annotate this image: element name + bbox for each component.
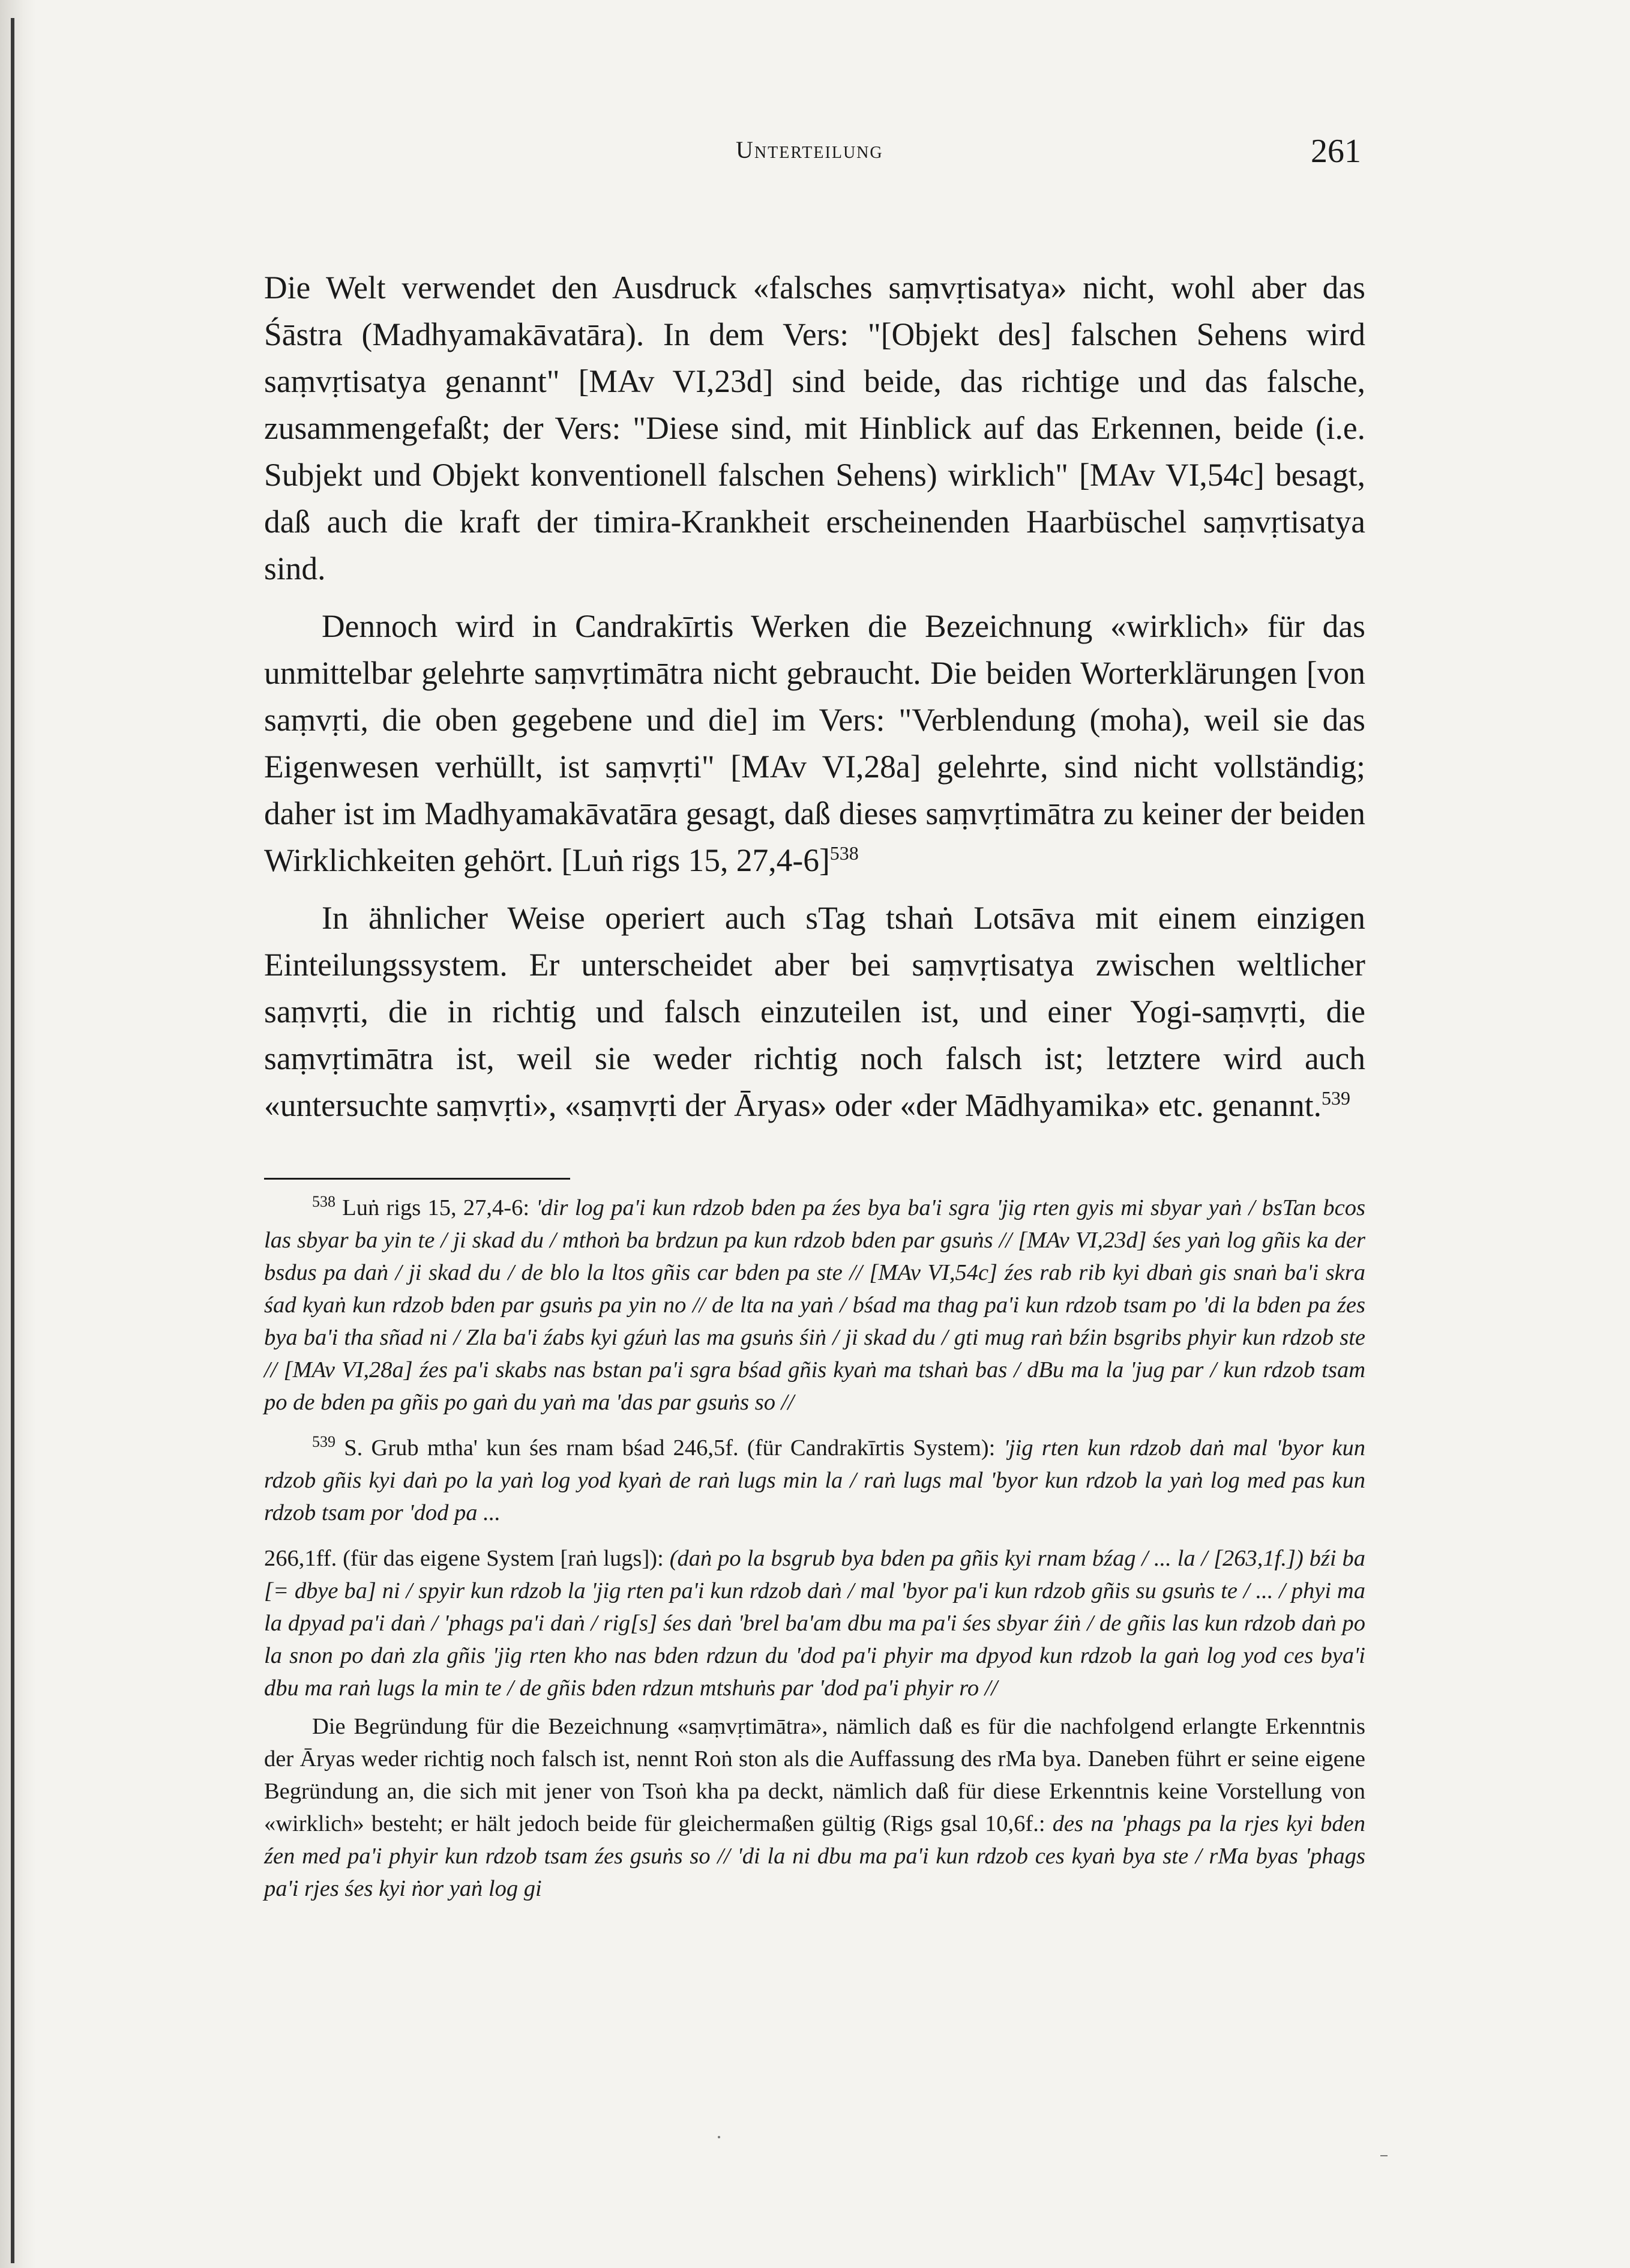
page-number: 261: [1311, 133, 1361, 170]
scan-speck: [718, 2136, 720, 2138]
footnotes: [264, 1192, 1365, 1905]
footnote-cont-label: 266,1ff. (für das eigene System [raṅ lugs]):: [264, 1546, 670, 1571]
paragraph-3-text: In ähnlicher Weise operiert auch sTag tshaṅ Lotsāva mit einem einzigen Einteilungssystem. Er unterscheidet aber bei saṃvṛtisatya zwischen weltlicher saṃvṛti, die in richtig und falsch einzuteilen ist, und einer Yogi-saṃvṛti, die saṃvṛtimātra ist, weil sie weder richtig noch falsch ist; letztere wird auch «untersuchte saṃvṛti», «saṃvṛti der Āryas» oder «der Mādhyamika» etc. genannt.: [264, 900, 1365, 1123]
footnote-comment-tibetan: des na 'phags pa la rjes kyi bden źen med pa'i phyir kun rdzob tsam źes gsuṅs so // 'di la ni dbu ma pa'i kun rdzob ces kyaṅ bya ste / rMa byas 'phags pa'i rjes śes kyi ṅor yaṅ log gi: [264, 1811, 1365, 1901]
main-text: [264, 264, 1365, 1139]
paragraph-1: Die Welt verwendet den Ausdruck «falsches saṃvṛtisatya» nicht, wohl aber das Śāstra (Madhyamakāvatāra). In dem Vers: "[Objekt des] falschen Sehens wird saṃvṛtisatya genannt" [MAv VI,23d] sind beide, das richtige und das falsche, zusammengefaßt; der Vers: "Diese sind, mit Hinblick auf das Erkennen, beide (i.e. Subjekt und Objekt konventionell falschen Sehens) wirklich" [MAv VI,54c] besagt, daß auch die kraft der timira-Krankheit erscheinenden Haarbüschel saṃvṛtisatya sind.: [264, 270, 1365, 587]
footnote-source: S. Grub mtha' kun śes rnam bśad 246,5f. (für Candrakīrtis System):: [344, 1435, 1004, 1461]
footnote-539: [264, 1432, 1365, 1529]
footnote-number: 538: [312, 1193, 335, 1211]
footnote-ref-538[interactable]: 538: [829, 842, 859, 864]
paragraph-2: [264, 603, 1365, 884]
footnote-source: Luṅ rigs 15, 27,4-6:: [342, 1195, 537, 1220]
paragraph-3: [264, 894, 1365, 1129]
footnote-539-continuation: [264, 1542, 1365, 1704]
footnote-comment-text: Die Begründung für die Bezeichnung «saṃvṛtimātra», nämlich daß es für die nachfolgend erlangte Erkenntnis der Āryas weder richtig noch falsch ist, nennt Roṅ ston als die Auffassung des rMa bya. Daneben führt er seine eigene Begründung an, die sich mit jener von Tsoṅ kha pa deckt, nämlich daß für diese Erkenntnis keine Vorstellung von «wirklich» besteht; er hält jedoch beide für gleichermaßen gültig (Rigs gsal 10,6f.:: [264, 1714, 1365, 1836]
footnote-538: [264, 1192, 1365, 1419]
footnote-tibetan: 'jig rten kun rdzob daṅ mal 'byor kun rdzob gñis kyi daṅ po la yaṅ log yod kyaṅ de raṅ lugs min la / raṅ lugs mal 'byor kun rdzob la yaṅ log med pas kun rdzob tsam por 'dod pa ...: [264, 1435, 1366, 1525]
scan-mark: [1380, 2155, 1388, 2156]
footnote-539-comment: [264, 1710, 1365, 1905]
paragraph-2-text: Dennoch wird in Candrakīrtis Werken die Bezeichnung «wirklich» für das unmittelbar gelehrte saṃvṛtimātra nicht gebraucht. Die beiden Worterklärungen [von saṃvṛti, die oben gegebene und die] im Vers: "Verblendung (moha), weil sie das Eigenwesen verhüllt, ist saṃvṛti" [MAv VI,28a] gelehrte, sind nicht vollständig; daher ist im Madhyamakāvatāra gesagt, daß dieses saṃvṛtimātra zu keiner der beiden Wirklichkeiten gehört. [Luṅ rigs 15, 27,4-6]: [264, 608, 1365, 878]
footnote-tibetan: 'dir log pa'i kun rdzob bden pa źes bya ba'i sgra 'jig rten gyis mi sbyar yaṅ / bsTan bcos las sbyar ba yin te / ji skad du / mthoṅ ba brdzun pa kun rdzob bden par gsuṅs // [MAv VI,23d] śes yaṅ log gñis ka der bsdus pa daṅ / ji skad du / de blo la ltos gñis car bden pa ste // [MAv VI,54c] źes rab rib kyi dbaṅ gis snaṅ ba'i skra śad kyaṅ kun rdzob bden par gsuṅs pa yin no // de lta na yaṅ / bśad ma thag pa'i kun rdzob tsam po 'di la bden pa źes bya ba'i tha sñad ni / Zla ba'i źabs kyi gźuṅ las ma gsuṅs śiṅ / ji skad du / gti mug raṅ bźin bsgribs phyir kun rdzob ste // [MAv VI,28a] źes pa'i skabs nas bstan pa'i sgra bśad gñis kyaṅ ma tshaṅ bas / dBu ma la 'jug par / kun rdzob tsam po de bden pa gñis po gaṅ du yaṅ ma 'das par gsuṅs so //: [264, 1195, 1365, 1415]
running-title: Unterteilung: [736, 136, 883, 163]
footnote-number: 539: [312, 1433, 335, 1451]
footnote-separator: [264, 1178, 570, 1180]
footnote-cont-tibetan: (daṅ po la bsgrub bya bden pa gñis kyi rnam bźag / ... la / [263,1f.]) bźi ba [= dbye ba] ni / spyir kun rdzob la 'jig rten pa'i kun rdzob daṅ / mal 'byor pa'i kun rdzob gñis su gsuṅs te / ... / phyi ma la dpyad pa'i daṅ / 'phags pa'i daṅ / rig[s] śes daṅ 'brel ba'am dbu ma pa'i śes sbyar źiṅ / de gñis las kun rdzob daṅ po la snon po daṅ zla gñis 'jig rten kho nas bden rdzun du 'dod pa'i phyir ma dpyod kun rdzob la gaṅ log yod ces bya'i dbu ma raṅ lugs la min te / de gñis bden rdzun mtshuṅs par 'dod pa'i phyir ro //: [264, 1546, 1365, 1701]
footnote-ref-539[interactable]: 539: [1322, 1087, 1350, 1109]
